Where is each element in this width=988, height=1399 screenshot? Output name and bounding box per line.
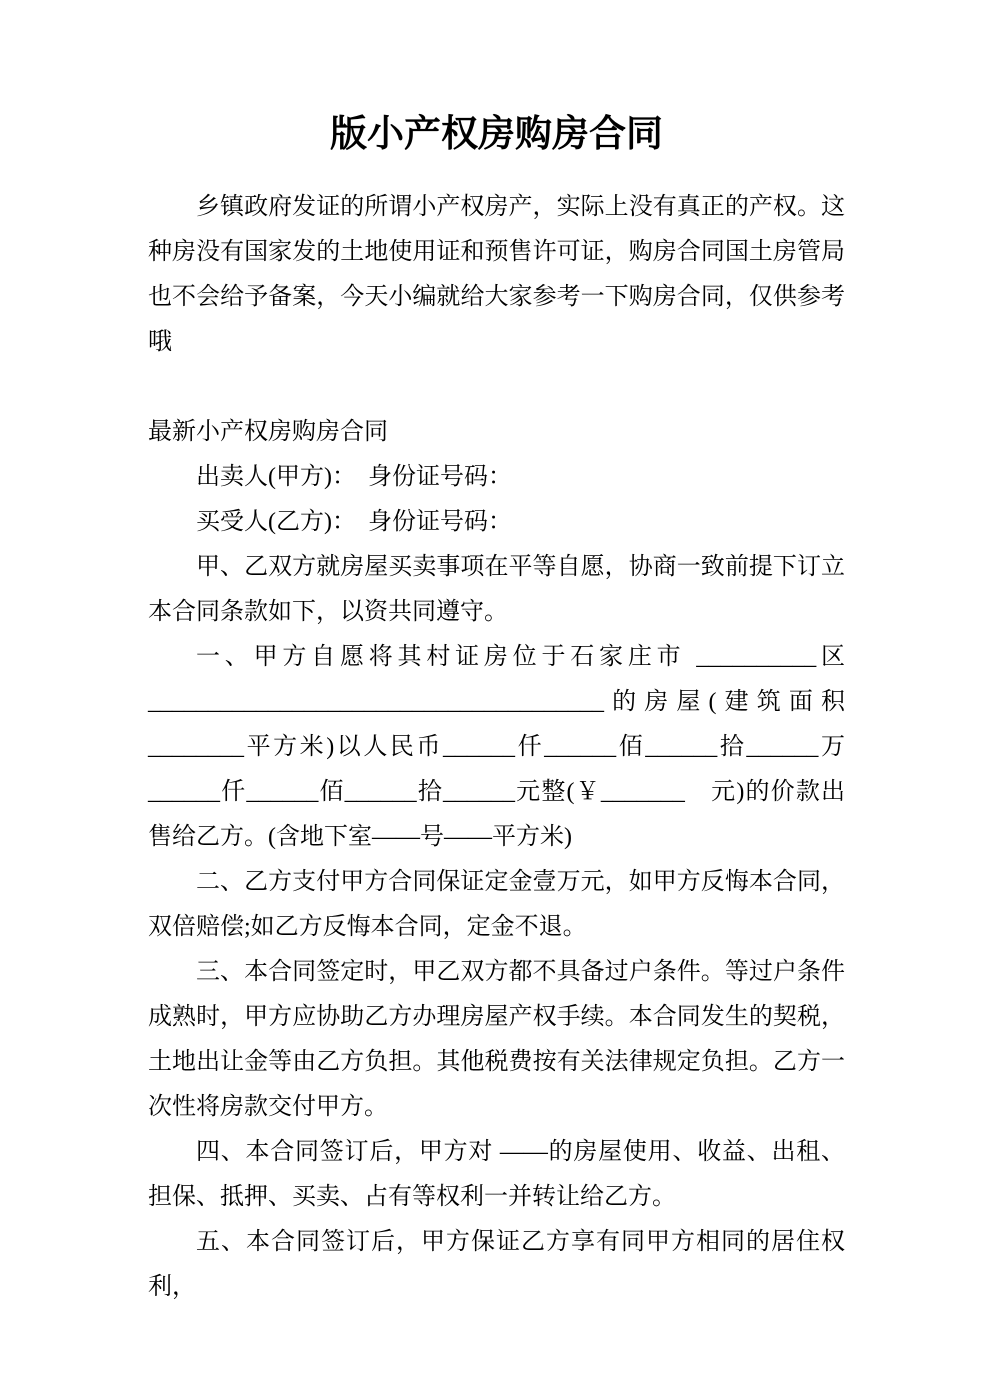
paragraph: 一、甲方自愿将其村证房位于石家庄市 __________区______________________________________的房屋(建筑面积________平方米)以人民币______仟______佰______拾______万______仟______佰______拾______元整(￥_______ 元)的价款出售给乙方。(含地下室——号——平方米) <box>148 644 845 850</box>
paragraph: 四、本合同签订后，甲方对 ——的房屋使用、收益、出租、担保、抵押、买卖、占有等权利一并转让给乙方。 <box>148 1139 845 1210</box>
blank-line <box>148 365 845 410</box>
paragraph: 乡镇政府发证的所谓小产权房产，实际上没有真正的产权。这种房没有国家发的土地使用证和预售许可证，购房合同国土房管局也不会给予备案，今天小编就给大家参考一下购房合同，仅供参考哦 <box>148 194 845 355</box>
paragraph: 二、乙方支付甲方合同保证定金壹万元，如甲方反悔本合同，双倍赔偿;如乙方反悔本合同，定金不退。 <box>148 869 845 940</box>
paragraph: 甲、乙双方就房屋买卖事项在平等自愿，协商一致前提下订立本合同条款如下，以资共同遵守。 <box>148 554 845 625</box>
paragraph: 三、本合同签定时，甲乙双方都不具备过户条件。等过户条件成熟时，甲方应协助乙方办理房屋产权手续。本合同发生的契税，土地出让金等由乙方负担。其他税费按有关法律规定负担。乙方一次性将房款交付甲方。 <box>148 959 845 1120</box>
document-title: 版小产权房购房合同 <box>330 114 663 155</box>
paragraph: 最新小产权房购房合同 <box>148 419 388 445</box>
paragraph: 买受人(乙方)： 身份证号码： <box>196 509 512 535</box>
paragraph: 五、本合同签订后，甲方保证乙方享有同甲方相同的居住权利， <box>148 1229 845 1300</box>
paragraph: 出卖人(甲方)： 身份证号码： <box>196 464 512 490</box>
document-body <box>148 185 845 1310</box>
